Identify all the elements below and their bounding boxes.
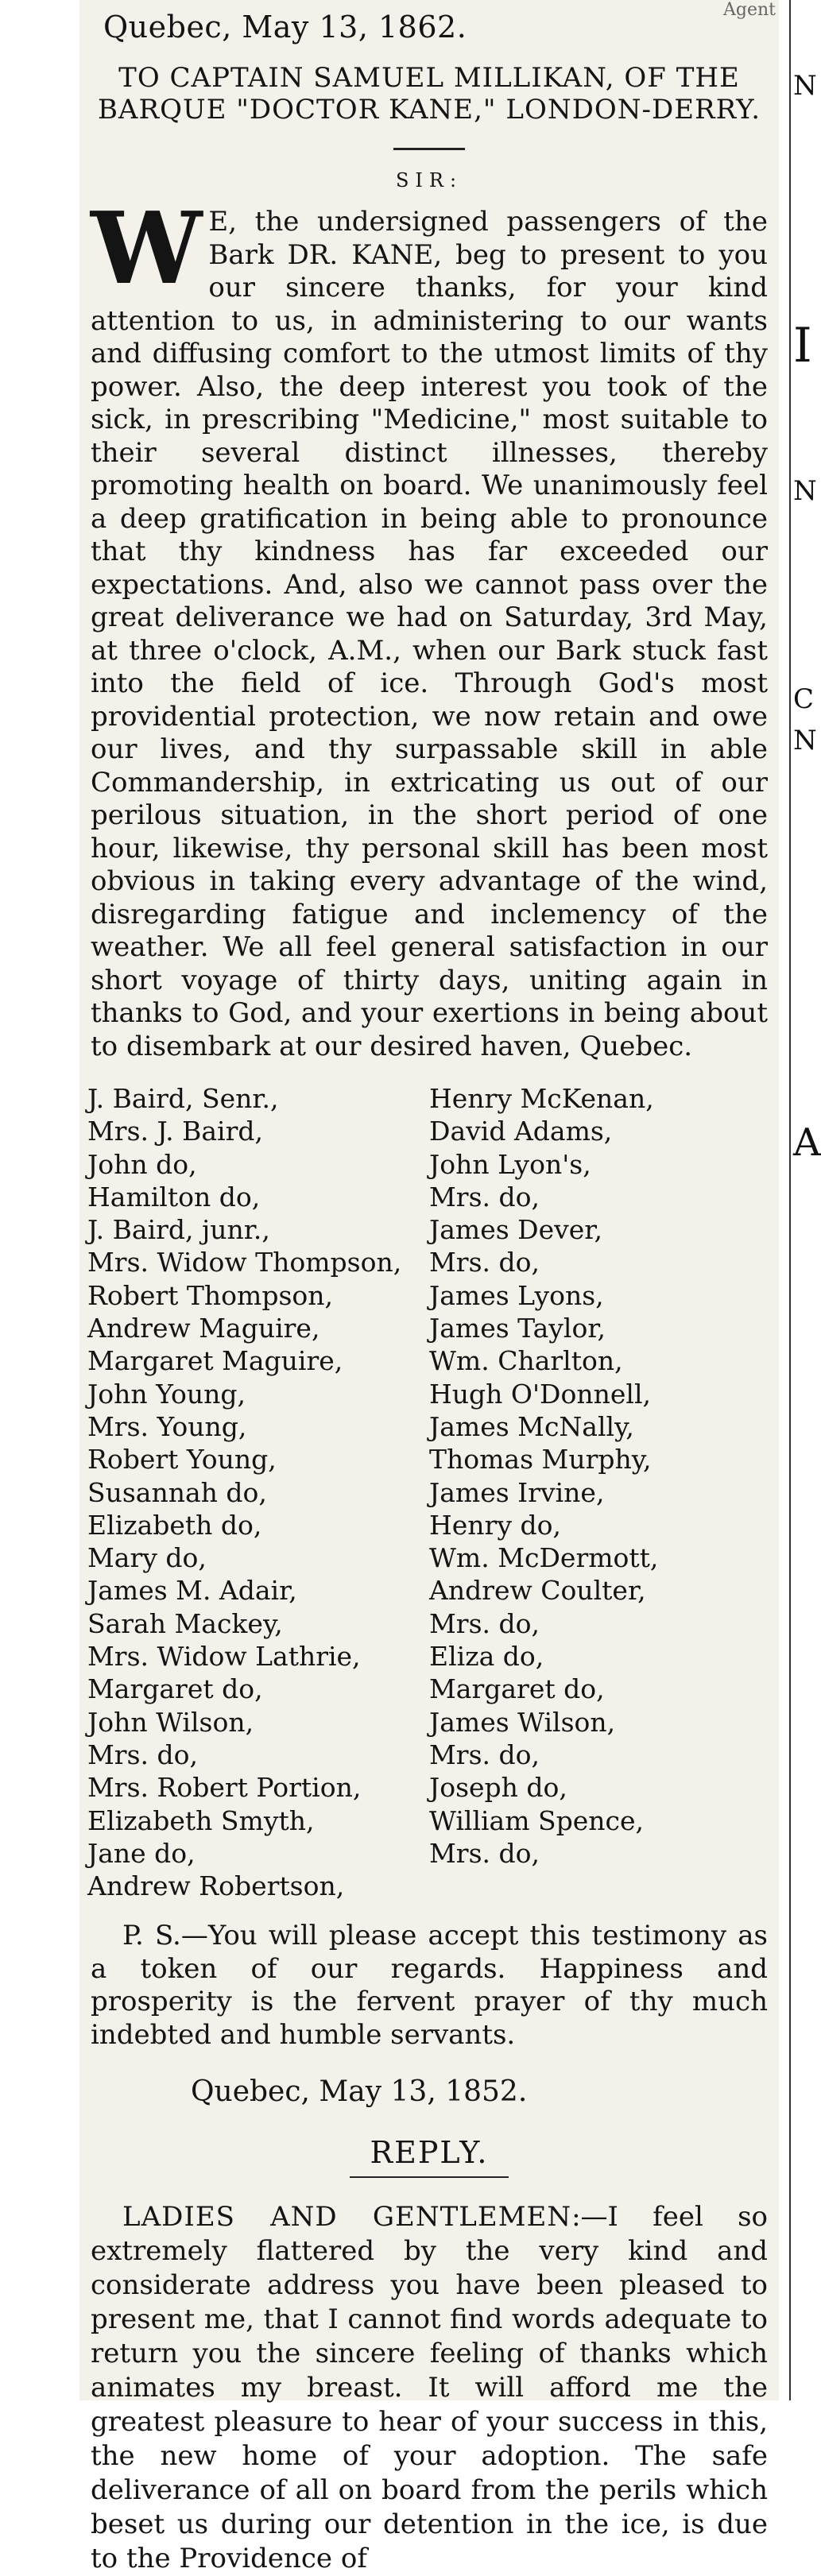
closing-date: Quebec, May 13, 1852. [191, 2075, 528, 2109]
signatory-right-6: James Lyons, [429, 1279, 604, 1311]
signatory-right-8: Wm. Charlton, [429, 1345, 623, 1377]
signatory-right-1: David Adams, [429, 1116, 613, 1147]
signatory-left-1: Mrs. J. Baird, [87, 1116, 263, 1147]
adjacent-column-letter: N [793, 70, 817, 102]
signatory-left-16: Sarah Mackey, [87, 1607, 283, 1639]
signatory-right-19: James Wilson, [429, 1706, 616, 1738]
signatory-right-21: Joseph do, [429, 1772, 567, 1804]
signatories-right-column [429, 1082, 771, 1870]
signatory-right-18: Margaret do, [429, 1673, 605, 1705]
salutation: SIR: [395, 169, 463, 191]
signatory-left-5: Mrs. Widow Thompson, [87, 1247, 402, 1278]
reply-rule [350, 2176, 509, 2178]
signatory-left-21: Mrs. Robert Portion, [87, 1772, 362, 1804]
reply-salutation: LADIES AND GENTLEMEN [122, 2201, 572, 2234]
signatory-left-13: Elizabeth do, [87, 1509, 262, 1541]
signatory-right-3: Mrs. do, [429, 1181, 540, 1213]
signatory-left-23: Jane do, [87, 1837, 196, 1869]
adjacent-column-letter: N [793, 475, 817, 507]
signatories-left-column [87, 1082, 429, 1870]
signatory-left-19: John Wilson, [87, 1706, 254, 1738]
signatory-left-0: J. Baird, Senr., [87, 1083, 279, 1114]
reply-body [91, 2200, 768, 2576]
signatory-left-6: Robert Thompson, [87, 1279, 333, 1311]
signatory-left-10: Mrs. Young, [87, 1410, 247, 1442]
reply-text: :—I feel so extremely flattered by the very kind and considerate address you have been pleased to present me, that I cannot find words adequate to return you the sincere feeling of thanks which animates my breast. It will afford me the greatest pleasure to hear of your success in this, the new home of your adoption. The safe deliverance of all on board from the perils which beset us during our detention in the ice, is due to the Providence of [91, 2201, 768, 2575]
postscript: P. S.—You will please accept this testimony as a token of our regards. Happiness and prosperity is the fervent prayer of thy much indebted and humble servants. [91, 1920, 768, 2051]
reply-heading: REPLY. [370, 2135, 489, 2171]
letter-body [91, 191, 768, 1063]
signatories-list [87, 1082, 771, 1870]
signatory-right-16: Mrs. do, [429, 1607, 540, 1639]
signatory-right-4: James Dever, [429, 1214, 602, 1246]
signatory-left-8: Margaret Maguire, [87, 1345, 343, 1377]
signatory-right-20: Mrs. do, [429, 1739, 540, 1770]
signatory-right-5: Mrs. do, [429, 1247, 540, 1278]
signatory-right-14: Wm. McDermott, [429, 1542, 659, 1574]
adjacent-column-letter: C [793, 683, 815, 715]
cut-off-header-word: Agent [723, 0, 776, 20]
newspaper-column [79, 0, 779, 2575]
adjacent-column-letter: I [793, 318, 812, 373]
signatory-right-23: Mrs. do, [429, 1837, 540, 1869]
signatory-left-7: Andrew Maguire, [87, 1313, 320, 1344]
adjacent-column-letter: A [793, 1120, 821, 1165]
signatory-last: Andrew Robertson, [87, 1870, 345, 1902]
signatory-left-9: John Young, [87, 1378, 246, 1410]
adjacent-column-letter: N [793, 725, 817, 756]
letter-text: E, the undersigned passengers of the Bark DR. KANE, beg to present to you our sincere thanks, for your kind attention to us, in administering to our wants and diffusing comfort to the utmost limits of thy power. Also, the deep interest you took of the sick, in prescribing "Medicine," most suitable to their several distinct illnesses, thereby promoting health on board. We unanimously feel a deep gratification in being able to pronounce that thy kindness has far exceeded our expectations. And, also we cannot pass over the great deliverance we had on Saturday, 3rd May, at three o'clock, A.M., when our Bark stuck fast into the field of ice. Through God's most providential protection, we now retain and owe our lives, and thy surpassable skill in able Commandership, in extricating us out of our perilous situation, in the short period of one hour, likewise, thy personal skill has been most obvious in taking every advantage of the wind, disregarding fatigue and inclemency of the weather. We all feel general satisfaction in our short voyage of thirty days, uniting again in thanks to God, and your exertions in being about to disembark at our desired haven, Quebec. [91, 206, 768, 1062]
signatory-left-15: James M. Adair, [87, 1575, 297, 1607]
signatory-right-0: Henry McKenan, [429, 1083, 654, 1114]
signatory-left-18: Margaret do, [87, 1673, 263, 1705]
signatory-left-3: Hamilton do, [87, 1181, 261, 1213]
signatory-left-12: Susannah do, [87, 1476, 267, 1508]
signatory-right-10: James McNally, [429, 1410, 634, 1442]
signatory-right-12: James Irvine, [429, 1476, 605, 1508]
signatory-left-2: John do, [87, 1148, 197, 1180]
signatory-left-22: Elizabeth Smyth, [87, 1804, 315, 1836]
title-divider [393, 148, 465, 150]
signatory-right-2: John Lyon's, [429, 1148, 591, 1180]
signatory-right-17: Eliza do, [429, 1641, 544, 1673]
drop-cap: W [91, 191, 203, 307]
dateline: Quebec, May 13, 1862. [103, 10, 467, 44]
signatory-right-22: William Spence, [429, 1804, 645, 1836]
signatory-right-15: Andrew Coulter, [429, 1575, 646, 1607]
signatory-right-13: Henry do, [429, 1509, 561, 1541]
signatory-right-7: James Taylor, [429, 1313, 606, 1344]
signatory-left-4: J. Baird, junr., [87, 1214, 270, 1246]
signatory-right-9: Hugh O'Donnell, [429, 1378, 651, 1410]
signatory-left-17: Mrs. Widow Lathrie, [87, 1641, 361, 1673]
signatory-left-14: Mary do, [87, 1542, 207, 1574]
address-title: TO CAPTAIN SAMUEL MILLIKAN, OF THE BARQUE "DOCTOR KANE," LONDON-DERRY. [97, 62, 761, 126]
signatory-left-20: Mrs. do, [87, 1739, 198, 1770]
signatory-left-11: Robert Young, [87, 1444, 277, 1476]
signatory-right-11: Thomas Murphy, [429, 1444, 652, 1476]
